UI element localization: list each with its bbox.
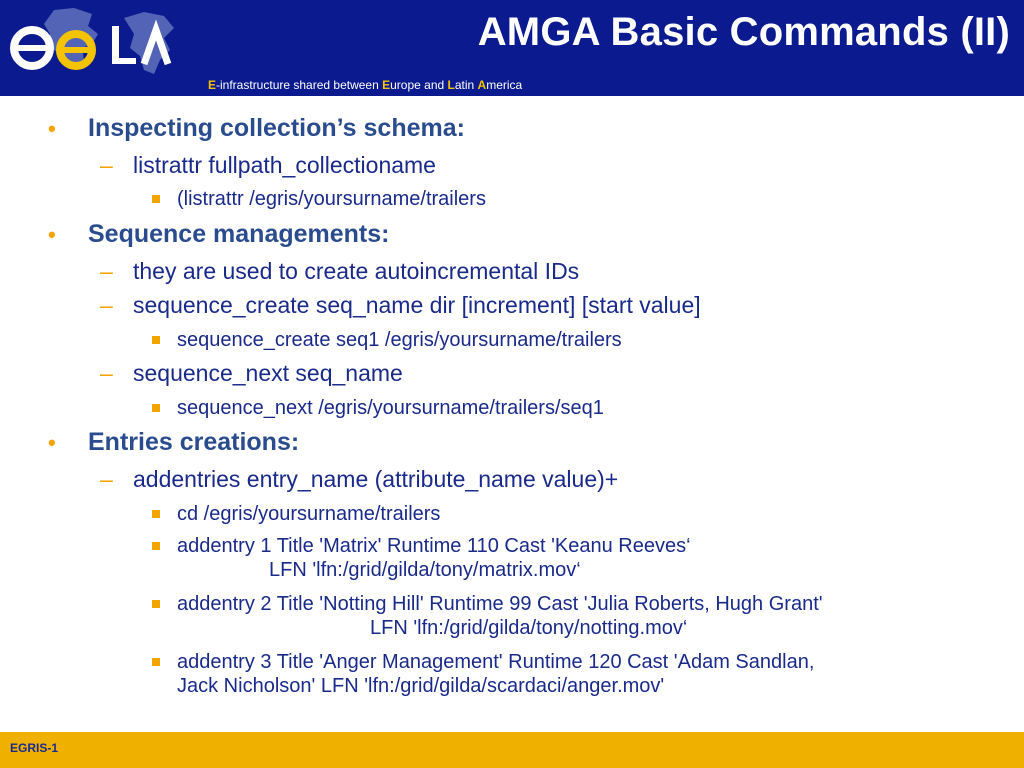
list-item-text: cd /egris/yoursurname/trailers — [177, 503, 441, 525]
list-item-text — [177, 592, 823, 640]
tagline-e3: L — [447, 78, 455, 92]
square-bullet-icon — [152, 510, 160, 518]
dash-marker: – — [100, 258, 113, 284]
tagline-p2: urope and — [390, 78, 448, 92]
square-bullet-icon — [152, 336, 160, 344]
list-item-text: sequence_next /egris/yoursurname/trailers/seq1 — [177, 397, 604, 419]
bullet-dot: • — [48, 430, 56, 455]
slide-content — [0, 96, 1024, 732]
tagline-e1: E — [208, 78, 217, 92]
tagline-e2: E — [382, 78, 391, 92]
list-item-line: LFN 'lfn:/grid/gilda/tony/notting.mov‘ — [370, 617, 688, 639]
list-item-line: addentry 2 Title 'Notting Hill' Runtime 99 Cast 'Julia Roberts, Hugh Grant' — [177, 593, 823, 615]
sub-bullet-text: listrattr fullpath_collectioname — [133, 152, 436, 178]
eela-logo — [4, 4, 194, 84]
tagline — [208, 78, 522, 92]
list-item-text — [177, 534, 691, 582]
list-item-text: (listrattr /egris/yoursurname/trailers — [177, 188, 486, 210]
footer-bar — [0, 732, 1024, 768]
heading-text: Sequence managements: — [88, 220, 390, 248]
tagline-e4: A — [477, 78, 487, 92]
list-item-text: sequence_create seq1 /egris/yoursurname/trailers — [177, 329, 622, 351]
sub-bullet-text: sequence_next seq_name — [133, 360, 403, 386]
list-item-text — [177, 650, 814, 698]
bullet-dot: • — [48, 116, 56, 141]
list-item-line: addentry 3 Title 'Anger Management' Runtime 120 Cast 'Adam Sandlan, — [177, 651, 815, 673]
tagline-p3: atin — [454, 78, 478, 92]
square-bullet-icon — [152, 542, 160, 550]
sub-bullet-text: they are used to create autoincremental IDs — [133, 258, 580, 284]
tagline-p1: -infrastructure shared between — [216, 78, 383, 92]
footer-label: EGRIS-1 — [10, 741, 59, 755]
header-banner — [0, 0, 1024, 96]
dash-marker: – — [100, 466, 113, 492]
dash-marker: – — [100, 360, 113, 386]
list-item-line: addentry 1 Title 'Matrix' Runtime 110 Cast 'Keanu Reeves‘ — [177, 535, 691, 557]
heading-text: Entries creations: — [88, 428, 300, 456]
square-bullet-icon — [152, 195, 160, 203]
square-bullet-icon — [152, 600, 160, 608]
slide-title: AMGA Basic Commands (II) — [477, 10, 1010, 54]
tagline-p4: merica — [486, 78, 523, 92]
list-item-line: Jack Nicholson' LFN 'lfn:/grid/gilda/scardaci/anger.mov' — [177, 675, 665, 697]
sub-bullet-text: addentries entry_name (attribute_name value)+ — [133, 466, 619, 492]
sub-bullet-text: sequence_create seq_name dir [increment] [start value] — [133, 292, 701, 318]
square-bullet-icon — [152, 404, 160, 412]
heading-text: Inspecting collection’s schema: — [88, 114, 465, 142]
square-bullet-icon — [152, 658, 160, 666]
dash-marker: – — [100, 152, 113, 178]
dash-marker: – — [100, 292, 113, 318]
list-item-line: LFN 'lfn:/grid/gilda/tony/matrix.mov‘ — [269, 559, 581, 581]
bullet-dot: • — [48, 222, 56, 247]
